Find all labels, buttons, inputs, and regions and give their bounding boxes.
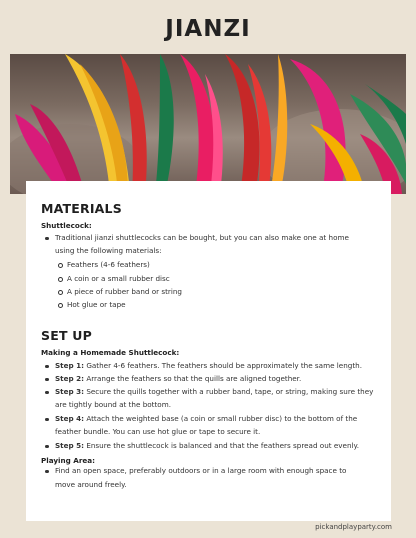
step-text: Secure the quills together with a rubber band, tape, or string, making sure they	[86, 387, 374, 396]
list-item: Traditional jianzi shuttlecocks can be bought, but you can also make one at home	[55, 232, 349, 245]
feather-shuttlecock-photo	[10, 54, 406, 194]
step-text: Arrange the feathers so that the quills are aligned together.	[86, 374, 302, 383]
list-item-continued: move around freely.	[55, 480, 127, 489]
setup-subheading: Making a Homemade Shuttlecock:	[41, 348, 180, 357]
step-label: Step 5:	[55, 441, 85, 450]
step-label: Step 3:	[55, 387, 85, 396]
list-item: A piece of rubber band or string	[67, 286, 182, 299]
step-item	[55, 360, 362, 373]
list-item: Feathers (4-6 feathers)	[67, 259, 150, 272]
setup-heading: SET UP	[41, 328, 92, 343]
step-item	[55, 386, 373, 399]
page-title: JIANZI	[165, 16, 251, 42]
playing-area-subheading: Playing Area:	[41, 456, 95, 465]
step-label: Step 4:	[55, 414, 85, 423]
step-label: Step 2:	[55, 374, 85, 383]
list-item-continued: using the following materials:	[55, 246, 162, 255]
step-item	[55, 440, 359, 453]
step-text: Attach the weighted base (a coin or small rubber disc) to the bottom of the	[86, 414, 358, 423]
step-text: Gather 4-6 feathers. The feathers should be approximately the same length.	[86, 361, 362, 370]
step-text: Ensure the shuttlecock is balanced and that the feathers spread out evenly.	[86, 441, 360, 450]
step-text-continued: are tightly bound at the bottom.	[55, 400, 171, 409]
step-item	[55, 413, 357, 426]
banner-image	[10, 54, 406, 194]
step-text-continued: feather bundle. You can use hot glue or tape to secure it.	[55, 427, 261, 436]
step-item	[55, 373, 301, 386]
materials-subheading: Shuttlecock:	[41, 221, 92, 230]
materials-heading: MATERIALS	[41, 201, 122, 216]
content-card	[26, 181, 391, 521]
list-item: Hot glue or tape	[67, 299, 126, 312]
list-item: Find an open space, preferably outdoors or in a large room with enough space to	[55, 465, 346, 478]
step-label: Step 1:	[55, 361, 85, 370]
footer-website: pickandplayparty.com	[315, 523, 392, 531]
list-item: A coin or a small rubber disc	[67, 273, 170, 286]
